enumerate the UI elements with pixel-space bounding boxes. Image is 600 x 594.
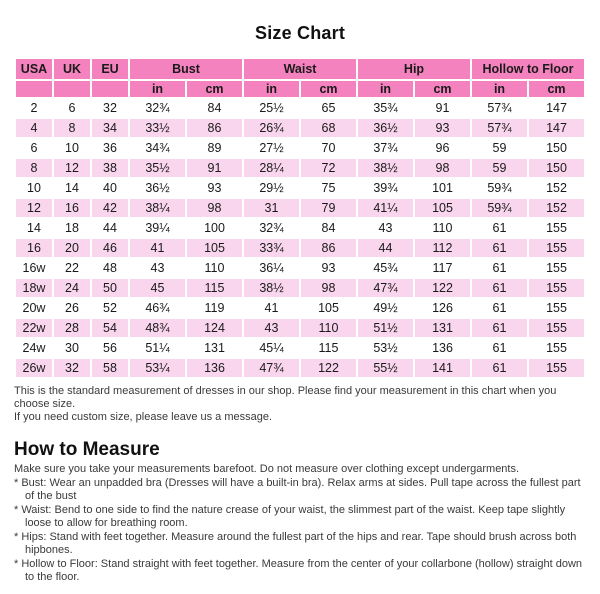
measure-instruction: * Hollow to Floor: Stand straight with feet together. Measure from the center of your collarbone (hollow) straight down to the floor. [14,557,583,583]
table-cell: 24 [54,279,90,297]
table-cell: 53¼ [130,359,185,377]
table-cell: 16 [16,239,52,257]
table-cell: 41¼ [358,199,413,217]
table-cell: 10 [16,179,52,197]
table-cell: 35¾ [358,99,413,117]
table-cell: 98 [187,199,242,217]
table-cell: 98 [415,159,470,177]
table-cell: 126 [415,299,470,317]
unit-header-hip-cm: cm [415,81,470,97]
table-cell: 43 [244,319,299,337]
empty-header-cell [92,81,128,97]
table-cell: 31 [244,199,299,217]
table-cell: 61 [472,259,527,277]
table-cell: 4 [16,119,52,137]
table-cell: 28¼ [244,159,299,177]
empty-header-cell [16,81,52,97]
table-cell: 57¾ [472,99,527,117]
table-row [16,159,584,177]
table-cell: 105 [187,239,242,257]
table-row [16,119,584,137]
table-body [16,99,584,377]
table-cell: 42 [92,199,128,217]
table-cell: 141 [415,359,470,377]
table-cell: 61 [472,319,527,337]
table-cell: 33½ [130,119,185,137]
table-cell: 52 [92,299,128,317]
table-cell: 49½ [358,299,413,317]
table-cell: 14 [54,179,90,197]
table-cell: 110 [415,219,470,237]
table-cell: 16w [16,259,52,277]
table-cell: 38 [92,159,128,177]
table-cell: 150 [529,139,584,157]
table-cell: 29½ [244,179,299,197]
column-header-hip: Hip [358,59,470,79]
table-row [16,199,584,217]
table-cell: 51¼ [130,339,185,357]
column-header-eu: EU [92,59,128,79]
table-cell: 16 [54,199,90,217]
empty-header-cell [54,81,90,97]
table-cell: 155 [529,239,584,257]
table-cell: 70 [301,139,356,157]
table-cell: 37¾ [358,139,413,157]
table-cell: 155 [529,359,584,377]
how-to-measure-text [14,463,586,585]
table-cell: 54 [92,319,128,337]
table-cell: 115 [187,279,242,297]
table-cell: 91 [415,99,470,117]
table-cell: 155 [529,299,584,317]
table-row [16,259,584,277]
table-cell: 22 [54,259,90,277]
table-cell: 59¾ [472,199,527,217]
table-cell: 26¾ [244,119,299,137]
table-cell: 155 [529,339,584,357]
table-cell: 152 [529,179,584,197]
table-cell: 36½ [130,179,185,197]
table-cell: 30 [54,339,90,357]
table-cell: 8 [54,119,90,137]
table-cell: 28 [54,319,90,337]
table-cell: 39¼ [130,219,185,237]
table-cell: 6 [16,139,52,157]
table-cell: 45¾ [358,259,413,277]
measure-instruction: * Hips: Stand with feet together. Measure around the fullest part of the hips and rear. Tape should brush across both hipbones. [14,530,577,556]
note-line: If you need custom size, please leave us a message. [14,411,273,423]
table-cell: 136 [415,339,470,357]
table-cell: 59 [472,159,527,177]
table-cell: 36¼ [244,259,299,277]
table-cell: 93 [415,119,470,137]
table-cell: 96 [415,139,470,157]
table-cell: 38¼ [130,199,185,217]
table-cell: 61 [472,339,527,357]
table-cell: 119 [187,299,242,317]
table-cell: 136 [187,359,242,377]
table-cell: 32¾ [244,219,299,237]
table-row [16,339,584,357]
table-cell: 155 [529,259,584,277]
table-cell: 72 [301,159,356,177]
table-cell: 40 [92,179,128,197]
table-cell: 12 [16,199,52,217]
table-cell: 24w [16,339,52,357]
table-cell: 93 [187,179,242,197]
table-row [16,319,584,337]
table-cell: 38½ [244,279,299,297]
table-cell: 124 [187,319,242,337]
table-cell: 86 [301,239,356,257]
table-cell: 48¾ [130,319,185,337]
table-cell: 26 [54,299,90,317]
table-row [16,139,584,157]
table-cell: 6 [54,99,90,117]
table-cell: 75 [301,179,356,197]
table-cell: 39¾ [358,179,413,197]
table-cell: 59 [472,139,527,157]
column-header-waist: Waist [244,59,356,79]
table-cell: 10 [54,139,90,157]
table-cell: 115 [301,339,356,357]
table-row [16,219,584,237]
table-cell: 117 [415,259,470,277]
table-cell: 36 [92,139,128,157]
table-cell: 14 [16,219,52,237]
table-row [16,239,584,257]
table-cell: 122 [415,279,470,297]
table-cell: 147 [529,99,584,117]
unit-header-hollow-in: in [472,81,527,97]
table-cell: 44 [358,239,413,257]
how-to-measure-heading: How to Measure [14,439,160,460]
header-row [16,59,584,79]
table-cell: 26w [16,359,52,377]
measure-intro: Make sure you take your measurements barefoot. Do not measure over clothing except undergarments. [14,463,520,475]
size-notes [14,385,586,424]
note-line: This is the standard measurement of dresses in our shop. Please find your measurement in this chart when you choose size. [14,385,557,410]
table-cell: 45¼ [244,339,299,357]
table-cell: 131 [187,339,242,357]
table-cell: 84 [301,219,356,237]
table-cell: 8 [16,159,52,177]
table-cell: 91 [187,159,242,177]
table-cell: 48 [92,259,128,277]
table-cell: 150 [529,159,584,177]
table-row [16,299,584,317]
table-cell: 34 [92,119,128,137]
table-cell: 122 [301,359,356,377]
table-cell: 43 [358,219,413,237]
table-cell: 44 [92,219,128,237]
table-cell: 59¾ [472,179,527,197]
size-chart-page [0,23,600,585]
table-cell: 20 [54,239,90,257]
table-cell: 32 [54,359,90,377]
measure-instructions [14,477,586,585]
table-cell: 36½ [358,119,413,137]
table-cell: 58 [92,359,128,377]
table-cell: 93 [301,259,356,277]
table-cell: 56 [92,339,128,357]
table-cell: 79 [301,199,356,217]
table-cell: 105 [301,299,356,317]
table-cell: 32¾ [130,99,185,117]
column-header-bust: Bust [130,59,242,79]
table-cell: 46¾ [130,299,185,317]
table-cell: 47¾ [358,279,413,297]
table-cell: 110 [187,259,242,277]
table-cell: 147 [529,119,584,137]
table-cell: 18w [16,279,52,297]
table-cell: 152 [529,199,584,217]
table-cell: 61 [472,359,527,377]
table-cell: 47¾ [244,359,299,377]
table-cell: 18 [54,219,90,237]
table-cell: 155 [529,279,584,297]
table-cell: 33¾ [244,239,299,257]
table-row [16,179,584,197]
table-cell: 22w [16,319,52,337]
table-cell: 61 [472,219,527,237]
table-cell: 43 [130,259,185,277]
table-cell: 38½ [358,159,413,177]
table-cell: 68 [301,119,356,137]
column-header-hollow-to-floor: Hollow to Floor [472,59,584,79]
table-cell: 57¾ [472,119,527,137]
column-header-usa: USA [16,59,52,79]
table-cell: 53½ [358,339,413,357]
table-cell: 110 [301,319,356,337]
unit-header-waist-cm: cm [301,81,356,97]
unit-header-waist-in: in [244,81,299,97]
table-cell: 50 [92,279,128,297]
table-cell: 101 [415,179,470,197]
table-cell: 112 [415,239,470,257]
page-title: Size Chart [254,23,346,43]
table-cell: 45 [130,279,185,297]
table-cell: 155 [529,219,584,237]
table-cell: 32 [92,99,128,117]
table-cell: 51½ [358,319,413,337]
unit-header-bust-in: in [130,81,185,97]
table-cell: 41 [244,299,299,317]
table-cell: 61 [472,299,527,317]
table-row [16,99,584,117]
size-chart-table [14,57,586,379]
unit-header-row [16,81,584,97]
table-cell: 131 [415,319,470,337]
table-cell: 46 [92,239,128,257]
unit-header-bust-cm: cm [187,81,242,97]
table-row [16,359,584,377]
table-cell: 41 [130,239,185,257]
table-cell: 20w [16,299,52,317]
table-cell: 155 [529,319,584,337]
table-cell: 25½ [244,99,299,117]
table-cell: 34¾ [130,139,185,157]
column-header-uk: UK [54,59,90,79]
unit-header-hip-in: in [358,81,413,97]
measure-instruction: * Waist: Bend to one side to find the nature crease of your waist, the slimmest part of the waist. Keep tape slightly loose to allow for breathing room. [14,503,566,529]
table-cell: 65 [301,99,356,117]
table-cell: 98 [301,279,356,297]
table-cell: 61 [472,239,527,257]
table-cell: 100 [187,219,242,237]
table-cell: 86 [187,119,242,137]
table-cell: 84 [187,99,242,117]
table-cell: 27½ [244,139,299,157]
table-row [16,279,584,297]
table-cell: 89 [187,139,242,157]
table-cell: 55½ [358,359,413,377]
unit-header-hollow-cm: cm [529,81,584,97]
table-cell: 35½ [130,159,185,177]
table-cell: 12 [54,159,90,177]
measure-instruction: * Bust: Wear an unpadded bra (Dresses will have a built-in bra). Relax arms at sides. Pull tape across the fullest part of the bust [14,476,581,502]
table-cell: 2 [16,99,52,117]
table-cell: 61 [472,279,527,297]
table-cell: 105 [415,199,470,217]
